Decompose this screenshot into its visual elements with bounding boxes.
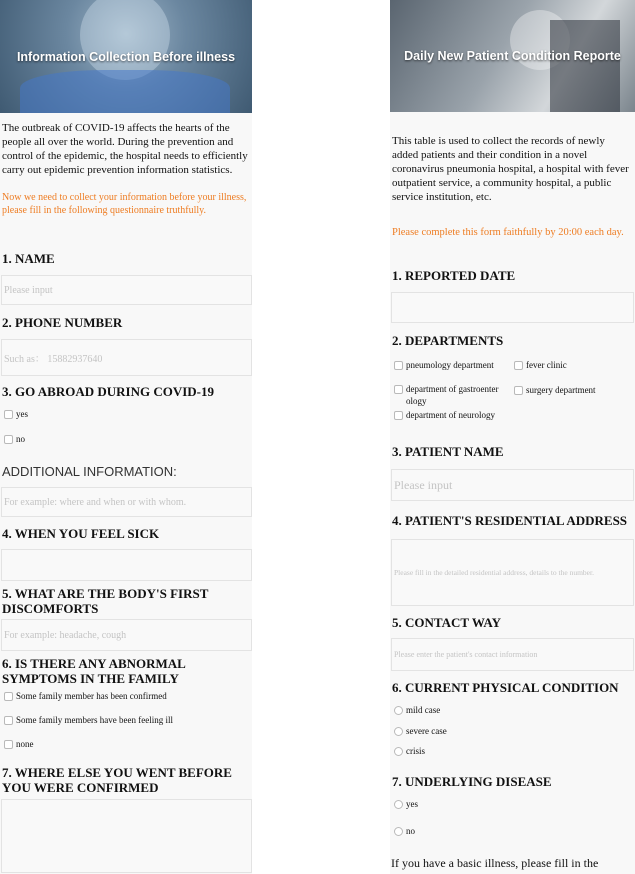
intro-text: This table is used to collect the records of newly added patients and their condition in a novel coronavirus pneumonia hospital, a hospital with fever outpatient service, a community hospital, a public service institution, etc. [392, 135, 629, 203]
question-title-phone: 2. PHONE NUMBER [2, 315, 123, 330]
condition-option-crisis[interactable]: crisis [390, 744, 425, 758]
radio-icon[interactable] [394, 827, 403, 836]
question-title-departments: 2. DEPARTMENTS [392, 333, 504, 348]
department-option-neurology[interactable]: department of neurology [390, 408, 495, 422]
department-option-pneumology[interactable]: pneumology department [390, 358, 494, 372]
family-option-none[interactable]: none [0, 737, 34, 751]
checkbox-icon[interactable] [4, 692, 13, 701]
checkbox-icon[interactable] [4, 716, 13, 725]
name-input[interactable]: Please input [1, 275, 252, 305]
checkbox-icon[interactable] [394, 411, 403, 420]
contact-way-input[interactable]: Please enter the patient's contact information [391, 638, 634, 671]
additional-info-label: ADDITIONAL INFORMATION: [2, 464, 177, 479]
notice-text: Now we need to collect your information before your illness, please fill in the following questionnaire truthfully. [2, 192, 247, 216]
form-panel-daily-report [390, 0, 635, 874]
notice-text: Please complete this form faithfully by 20:00 each day. [392, 227, 624, 238]
department-option-gastroenterology[interactable]: department of gastroenter ology [390, 383, 514, 409]
radio-icon[interactable] [394, 706, 403, 715]
feel-sick-input[interactable] [1, 549, 252, 581]
checkbox-icon[interactable] [394, 385, 403, 394]
checkbox-icon[interactable] [4, 435, 13, 444]
department-option-fever-clinic[interactable]: fever clinic [510, 358, 567, 372]
disease-option-yes[interactable]: yes [390, 797, 418, 811]
checkbox-icon[interactable] [4, 740, 13, 749]
abroad-option-yes[interactable]: yes [0, 407, 28, 421]
underlying-disease-note: If you have a basic illness, please fill in the [391, 856, 599, 870]
question-title-physical-condition: 6. CURRENT PHYSICAL CONDITION [392, 680, 619, 695]
family-option-confirmed[interactable]: Some family member has been confirmed [0, 689, 167, 703]
intro-text: The outbreak of COVID-19 affects the hearts of the people all over the world. During the prevention and control of the epidemic, the hospital needs to efficiently carry out epidemic prevention information statistics. [2, 122, 248, 176]
question-title-discomforts: 5. WHAT ARE THE BODY'S FIRST DISCOMFORTS [2, 586, 209, 616]
checkbox-icon[interactable] [514, 386, 523, 395]
radio-icon[interactable] [394, 747, 403, 756]
checkbox-icon[interactable] [4, 410, 13, 419]
radio-icon[interactable] [394, 800, 403, 809]
radio-icon[interactable] [394, 727, 403, 736]
discomforts-input[interactable]: For example: headache, cough [1, 619, 252, 651]
disease-option-no[interactable]: no [390, 824, 415, 838]
condition-option-severe[interactable]: severe case [390, 724, 447, 738]
form-panel-before-illness [0, 0, 252, 874]
question-title-contact-way: 5. CONTACT WAY [392, 615, 501, 630]
additional-info-input[interactable]: For example: where and when or with whom. [1, 487, 252, 517]
question-title-underlying-disease: 7. UNDERLYING DISEASE [392, 774, 552, 789]
address-textarea[interactable]: Please fill in the detailed residential address, details to the number. [391, 539, 634, 606]
checkbox-icon[interactable] [514, 361, 523, 370]
question-title-reported-date: 1. REPORTED DATE [392, 268, 516, 283]
question-title-where-went: 7. WHERE ELSE YOU WENT BEFORE YOU WERE CONFIRMED [2, 765, 232, 795]
question-title-family-symptoms: 6. IS THERE ANY ABNORMAL SYMPTOMS IN THE FAMILY [2, 656, 186, 686]
question-title-address: 4. PATIENT'S RESIDENTIAL ADDRESS [392, 513, 628, 528]
question-title-patient-name: 3. PATIENT NAME [392, 444, 504, 459]
banner-title: Information Collection Before illness [16, 49, 236, 64]
banner-title: Daily New Patient Condition Reporte [404, 49, 621, 63]
phone-input[interactable]: Such as： 15882937640 [1, 339, 252, 376]
department-option-surgery[interactable]: surgery department [510, 383, 596, 397]
question-title-feel-sick: 4. WHEN YOU FEEL SICK [2, 526, 160, 541]
family-option-ill[interactable]: Some family members have been feeling ill [0, 713, 173, 727]
abroad-option-no[interactable]: no [0, 432, 25, 446]
question-title-abroad: 3. GO ABROAD DURING COVID-19 [2, 384, 214, 399]
banner-image [390, 0, 635, 112]
condition-option-mild[interactable]: mild case [390, 703, 440, 717]
checkbox-icon[interactable] [394, 361, 403, 370]
banner-image [0, 0, 252, 113]
where-went-textarea[interactable] [1, 799, 252, 873]
question-title-name: 1. NAME [2, 251, 55, 266]
reported-date-input[interactable] [391, 292, 634, 323]
patient-name-input[interactable]: Please input [391, 469, 634, 501]
